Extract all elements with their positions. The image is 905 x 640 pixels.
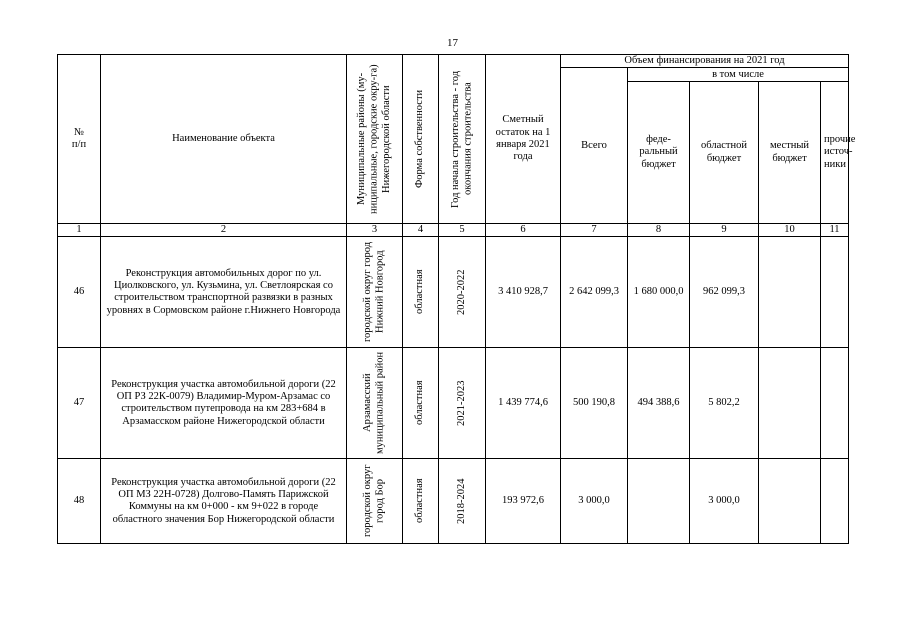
column-number: 7	[561, 224, 628, 237]
column-number: 1	[58, 224, 101, 237]
row-local	[759, 459, 821, 544]
header-including: в том числе	[628, 68, 849, 82]
row-district	[347, 348, 403, 459]
row-ownership-text: областная	[414, 479, 426, 524]
row-district	[347, 459, 403, 544]
header-years	[439, 55, 486, 224]
row-num: 47	[58, 348, 101, 459]
row-local	[759, 237, 821, 348]
column-number: 10	[759, 224, 821, 237]
row-years	[439, 459, 486, 544]
row-district-text: Арзамасский муниципальный район	[362, 352, 386, 455]
header-years-text: Год начала строительства - год окончания строительства	[449, 70, 473, 208]
header-other: прочие источ-ники	[821, 82, 849, 224]
row-district-text: городской округ город Нижний Новгород	[362, 242, 386, 343]
table-row	[58, 237, 849, 348]
row-total: 3 000,0	[561, 459, 628, 544]
row-ownership-text: областная	[414, 381, 426, 426]
table-row	[58, 459, 849, 544]
row-name: Реконструкция участка автомобильной дороги (22 ОП РЗ 22К-0079) Владимир-Муром-Арзамас со строительством путепровода на км 283+684 в Арзамасском районе Нижегородской области	[101, 348, 347, 459]
row-total: 2 642 099,3	[561, 237, 628, 348]
row-other	[821, 237, 849, 348]
financing-table	[57, 54, 856, 544]
column-number: 8	[628, 224, 690, 237]
header-num: № п/п	[58, 55, 101, 224]
header-local: местный бюджет	[759, 82, 821, 224]
row-ownership-text: областная	[414, 270, 426, 315]
row-years-text: 2021-2023	[455, 380, 467, 427]
row-total: 500 190,8	[561, 348, 628, 459]
column-number: 4	[403, 224, 439, 237]
row-num: 46	[58, 237, 101, 348]
header-name: Наименование объекта	[101, 55, 347, 224]
header-district-text: Муниципальные районы (му-ниципальные, городские окру-га) Нижегородской области	[355, 64, 392, 214]
row-name: Реконструкция автомобильных дорог по ул. Циолковского, ул. Кузьмина, ул. Светлоярская со строительством транспортной развязки в разных уровнях в Сормовском районе г.Нижнего Новгорода	[101, 237, 347, 348]
header-federal: феде-ральный бюджет	[628, 82, 690, 224]
row-district	[347, 237, 403, 348]
row-other	[821, 348, 849, 459]
row-federal: 1 680 000,0	[628, 237, 690, 348]
header-row-top	[58, 55, 849, 68]
row-regional: 5 802,2	[690, 348, 759, 459]
header-financing: Объем финансирования на 2021 год	[561, 55, 849, 68]
header-ownership	[403, 55, 439, 224]
row-federal: 494 388,6	[628, 348, 690, 459]
row-years-text: 2018-2024	[455, 478, 467, 525]
row-years	[439, 348, 486, 459]
row-other	[821, 459, 849, 544]
page-number: 17	[447, 37, 458, 49]
header-regional: областной бюджет	[690, 82, 759, 224]
row-estimate: 3 410 928,7	[486, 237, 561, 348]
column-number: 3	[347, 224, 403, 237]
column-number: 6	[486, 224, 561, 237]
column-number: 2	[101, 224, 347, 237]
header-ownership-text: Форма собственности	[414, 89, 426, 189]
row-federal	[628, 459, 690, 544]
header-estimate: Сметный остаток на 1 января 2021 года	[486, 55, 561, 224]
table-row	[58, 348, 849, 459]
row-regional: 962 099,3	[690, 237, 759, 348]
column-number: 11	[821, 224, 849, 237]
row-estimate: 1 439 774,6	[486, 348, 561, 459]
row-num: 48	[58, 459, 101, 544]
row-district-text: городской округ город Бор	[362, 465, 386, 538]
header-total: Всего	[561, 68, 628, 224]
row-regional: 3 000,0	[690, 459, 759, 544]
column-number-row	[58, 224, 849, 237]
row-ownership	[403, 348, 439, 459]
row-local	[759, 348, 821, 459]
column-number: 9	[690, 224, 759, 237]
row-estimate: 193 972,6	[486, 459, 561, 544]
row-years	[439, 237, 486, 348]
row-ownership	[403, 237, 439, 348]
header-district	[347, 55, 403, 224]
row-name: Реконструкция участка автомобильной дороги (22 ОП МЗ 22Н-0728) Долгово-Память Парижской Коммуны на км 0+000 - км 9+022 в городе областного значения Бор Нижегородской области	[101, 459, 347, 544]
row-years-text: 2020-2022	[455, 269, 467, 316]
column-number: 5	[439, 224, 486, 237]
row-ownership	[403, 459, 439, 544]
